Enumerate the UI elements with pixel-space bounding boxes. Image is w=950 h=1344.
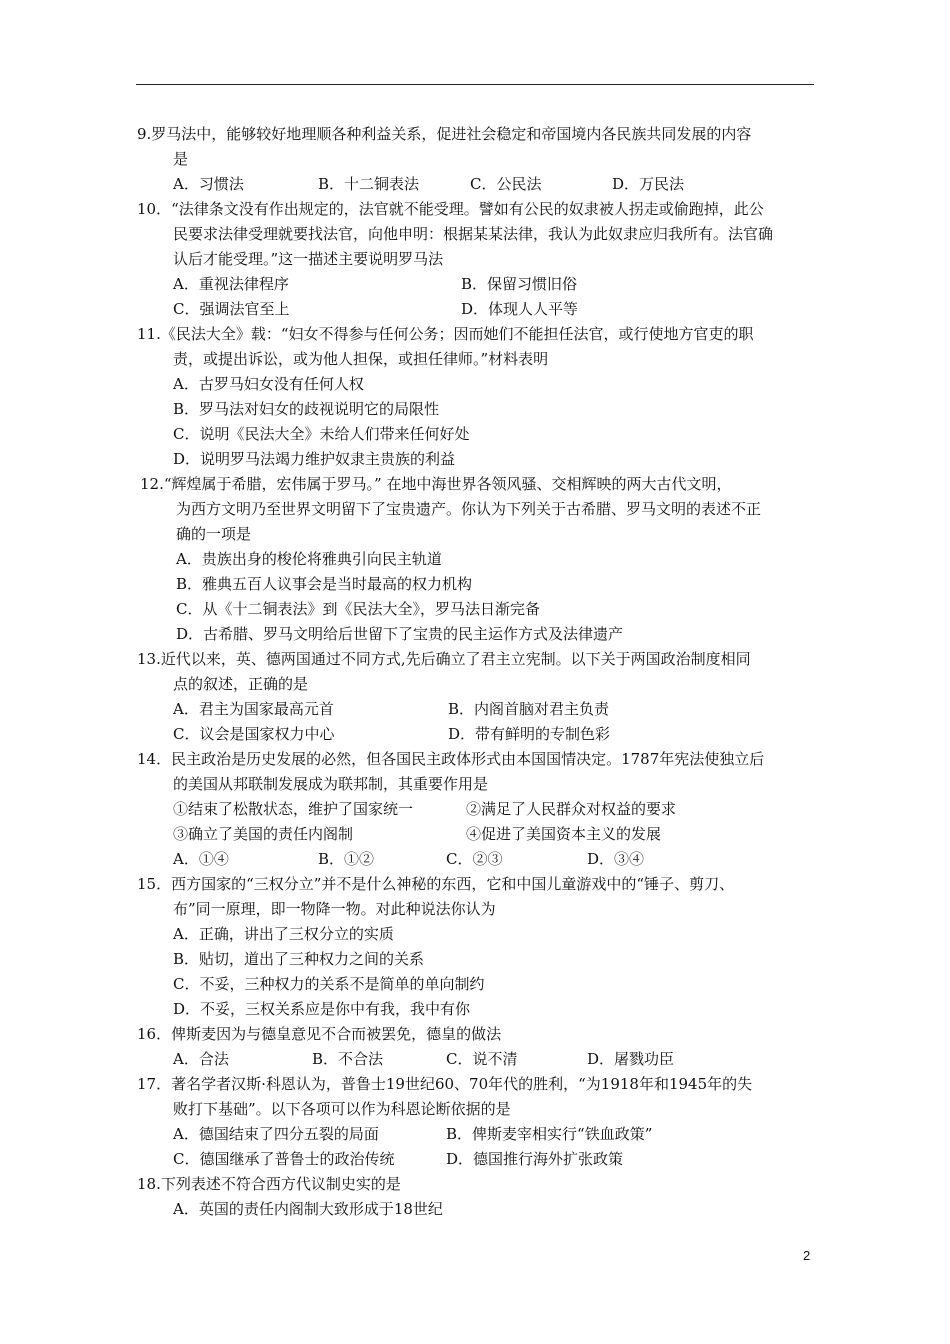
q11-stem: 11.《民法大全》载：“妇女不得参与任何公务；因而她们不能担任法官，或行使地方官吏的职 <box>137 325 754 343</box>
q17-option-a: A．德国结束了四分五裂的局面 <box>173 1125 379 1143</box>
q17-option-c: C．德国继承了普鲁士的政治传统 <box>173 1150 395 1168</box>
q15-option-d: D．不妥，三权关系应是你中有我，我中有你 <box>173 1000 471 1018</box>
q11-stem: 责，或提出诉讼，或为他人担保，或担任律师。”材料表明 <box>173 350 549 368</box>
q9-option-b: B．十二铜表法 <box>318 175 420 193</box>
q15-stem: 15．西方国家的“三权分立”并不是什么神秘的东西，它和中国儿童游戏中的“锤子、剪刀、 <box>137 875 735 893</box>
q16-option-b: B．不合法 <box>312 1050 384 1068</box>
q11-option-c: C．说明《民法大全》未给人们带来任何好处 <box>173 425 470 443</box>
q11-option-a: A．古罗马妇女没有任何人权 <box>173 375 364 393</box>
q15-stem: 布”同一原理，即一物降一物。对此种说法你认为 <box>173 900 496 918</box>
q14-option-a: A．①④ <box>173 850 229 868</box>
q16-option-a: A．合法 <box>173 1050 229 1068</box>
q14-option-c: C．②③ <box>446 850 503 868</box>
q14-item-3: ③确立了美国的责任内阁制 <box>173 825 354 843</box>
q10-option-a: A．重视法律程序 <box>173 275 289 293</box>
q14-stem: 的美国从邦联制发展成为联邦制，其重要作用是 <box>173 775 489 793</box>
q12-stem: 确的一项是 <box>176 525 252 543</box>
q13-stem: 13.近代以来，英、德两国通过不同方式,先后确立了君主立宪制。以下关于两国政治制度相同 <box>137 650 751 668</box>
q14-item-2: ②满足了人民群众对权益的要求 <box>466 800 677 818</box>
page-number: 2 <box>803 1248 811 1263</box>
q10-stem: 民要求法律受理就要找法官，向他申明：根据某某法律，我认为此奴隶应归我所有。法官确 <box>173 225 774 243</box>
q17-stem: 17．著名学者汉斯·科恩认为，普鲁士19世纪60、70年代的胜利，“为1918年和1945年的失 <box>137 1075 753 1093</box>
q13-option-c: C．议会是国家权力中心 <box>173 725 335 743</box>
q14-item-1: ①结束了松散状态，维护了国家统一 <box>173 800 414 818</box>
q9-stem: 是 <box>173 150 189 168</box>
q18-stem: 18.下列表述不符合西方代议制史实的是 <box>137 1175 401 1193</box>
q16-stem: 16．俾斯麦因为与德皇意见不合而被罢免，德皇的做法 <box>137 1025 502 1043</box>
q16-option-c: C．说不清 <box>446 1050 518 1068</box>
q11-option-d: D．说明罗马法竭力维护奴隶主贵族的利益 <box>173 450 456 468</box>
q14-stem: 14．民主政治是历史发展的必然，但各国民主政体形式由本国国情决定。1787年宪法使独立后 <box>137 750 765 768</box>
q12-option-b: B．雅典五百人议事会是当时最高的权力机构 <box>176 575 473 593</box>
q17-option-d: D．德国推行海外扩张政策 <box>446 1150 624 1168</box>
q15-option-c: C．不妥，三种权力的关系不是简单的单向制约 <box>173 975 485 993</box>
q12-stem: 12.“辉煌属于希腊，宏伟属于罗马。” 在地中海世界各领风骚、交相辉映的两大古代文明， <box>140 475 732 493</box>
q9-option-d: D．万民法 <box>612 175 685 193</box>
q13-stem: 点的叙述，正确的是 <box>173 675 309 693</box>
q17-stem: 败打下基础”。以下各项可以作为科恩论断依据的是 <box>173 1100 511 1118</box>
q9-stem: 9.罗马法中，能够较好地理顺各种利益关系，促进社会稳定和帝国境内各民族共同发展的内容 <box>137 125 752 143</box>
q13-option-d: D．带有鲜明的专制色彩 <box>448 725 611 743</box>
q17-option-b: B．俾斯麦宰相实行“铁血政策” <box>446 1125 653 1143</box>
q10-stem: 认后才能受理。”这一描述主要说明罗马法 <box>173 250 444 268</box>
q11-option-b: B．罗马法对妇女的歧视说明它的局限性 <box>173 400 440 418</box>
q14-option-b: B．①② <box>318 850 375 868</box>
q10-option-c: C．强调法官至上 <box>173 300 290 318</box>
q10-option-d: D．体现人人平等 <box>461 300 579 318</box>
q12-option-c: C．从《十二铜表法》到《民法大全》，罗马法日渐完备 <box>176 600 540 618</box>
q12-option-d: D．古希腊、罗马文明给后世留下了宝贵的民主运作方式及法律遗产 <box>176 625 624 643</box>
q15-option-a: A．正确，讲出了三权分立的实质 <box>173 925 394 943</box>
q16-option-d: D．屠戮功臣 <box>587 1050 675 1068</box>
q15-option-b: B．贴切，道出了三种权力之间的关系 <box>173 950 425 968</box>
q9-option-a: A．习惯法 <box>173 175 244 193</box>
q14-item-4: ④促进了美国资本主义的发展 <box>466 825 662 843</box>
q14-option-d: D．③④ <box>587 850 645 868</box>
q9-option-c: C．公民法 <box>470 175 542 193</box>
header-rule <box>136 84 814 85</box>
q13-option-a: A．君主为国家最高元首 <box>173 700 334 718</box>
q13-option-b: B．内阁首脑对君主负责 <box>448 700 610 718</box>
q18-option-a: A．英国的责任内阁制大致形成于18世纪 <box>173 1200 443 1218</box>
q12-stem: 为西方文明乃至世界文明留下了宝贵遗产。你认为下列关于古希腊、罗马文明的表述不正 <box>176 500 762 518</box>
q10-stem: 10．“法律条文没有作出规定的，法官就不能受理。譬如有公民的奴隶被人拐走或偷跑掉，此公 <box>137 200 764 218</box>
q12-option-a: A．贵族出身的梭伦将雅典引向民主轨道 <box>176 550 442 568</box>
q10-option-b: B．保留习惯旧俗 <box>461 275 578 293</box>
